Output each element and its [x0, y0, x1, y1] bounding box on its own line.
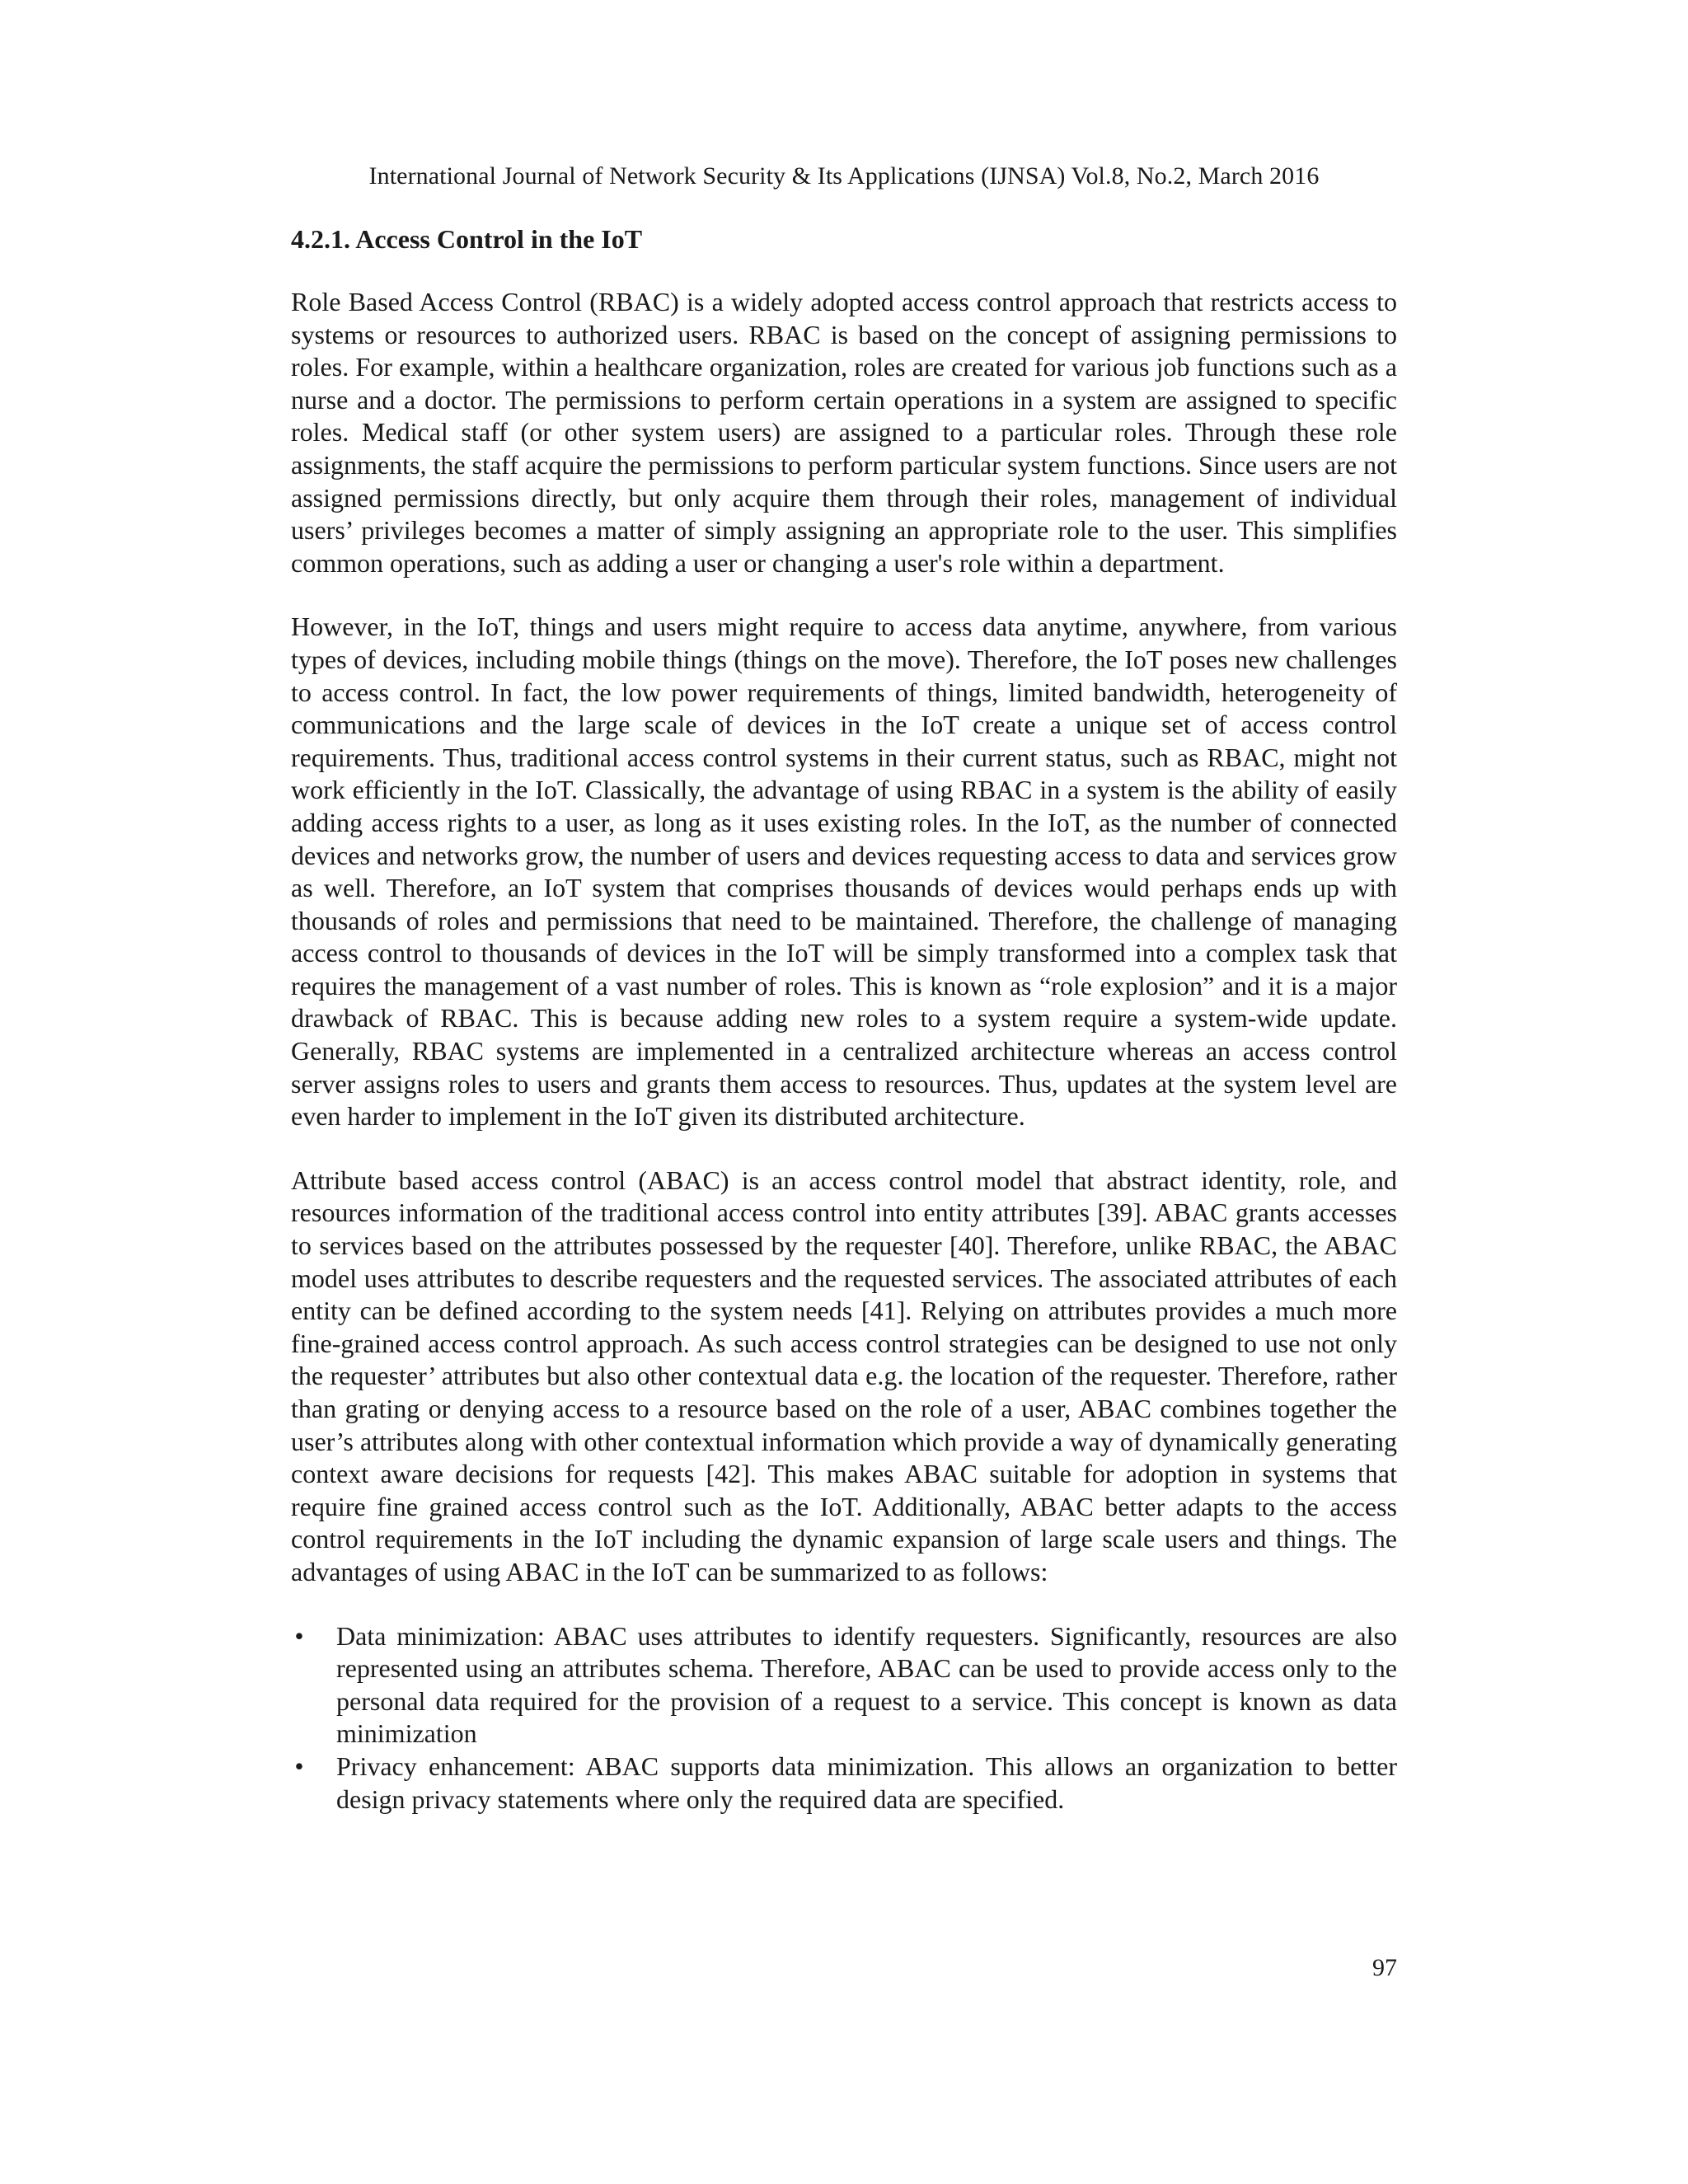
- section-heading: 4.2.1. Access Control in the IoT: [291, 224, 643, 254]
- list-item-privacy-enhancement: [291, 1750, 1397, 1816]
- article-body: [291, 223, 1397, 1816]
- page-number: 97: [1372, 1954, 1397, 1981]
- running-header: International Journal of Network Security & Its Applications (IJNSA) Vol.8, No.2, March 2016: [368, 162, 1320, 190]
- bullet-icon: •: [294, 1750, 304, 1781]
- list-item-data-minimization: [291, 1620, 1397, 1750]
- paragraph-iot-challenges: However, in the IoT, things and users might require to access data anytime, anywhere, from various types of devices, including mobile things (things on the move). Therefore, the IoT poses new challenges to access control. In fact, the low power requirements of things, limited bandwidth, heterogeneity of communications and the large scale of devices in the IoT create a unique set of access control requirements. Thus, traditional access control systems in their current status, such as RBAC, might not work efficiently in the IoT. Classically, the advantage of using RBAC in a system is the ability of easily adding access rights to a user, as long as it uses existing roles. In the IoT, as the number of connected devices and networks grow, the number of users and devices requesting access to data and services grow as well. Therefore, an IoT system that comprises thousands of devices would perhaps ends up with thousands of roles and permissions that need to be maintained. Therefore, the challenge of managing access control to thousands of devices in the IoT will be simply transformed into a complex task that requires the management of a vast number of roles. This is known as “role explosion” and it is a major drawback of RBAC. This is because adding new roles to a system require a system-wide update. Generally, RBAC systems are implemented in a centralized architecture whereas an access control server assigns roles to users and grants them access to resources. Thus, updates at the system level are even harder to implement in the IoT given its distributed architecture.: [291, 612, 1397, 1132]
- paragraph-abac: Attribute based access control (ABAC) is an access control model that abstract identity, role, and resources information of the traditional access control into entity attributes [39]. ABAC grants accesses to services based on the attributes possessed by the requester [40]. Therefore, unlike RBAC, the ABAC model uses attributes to describe requesters and the requested services. The associated attributes of each entity can be defined according to the system needs [41]. Relying on attributes provides a much more fine-grained access control approach. As such access control strategies can be designed to use not only the requester’ attributes but also other contextual data e.g. the location of the requester. Therefore, rather than grating or denying access to a resource based on the role of a user, ABAC combines together the user’s attributes along with other contextual information which provide a way of dynamically generating context aware decisions for requests [42]. This makes ABAC suitable for adoption in systems that require fine grained access control such as the IoT. Additionally, ABAC better adapts to the access control requirements in the IoT including the dynamic expansion of large scale users and things. The advantages of using ABAC in the IoT can be summarized to as follows:: [291, 1165, 1397, 1586]
- paragraph-rbac: Role Based Access Control (RBAC) is a widely adopted access control approach that restricts access to systems or resources to authorized users. RBAC is based on the concept of assigning permissions to roles. For example, within a healthcare organization, roles are created for various job functions such as a nurse and a doctor. The permissions to perform certain operations in a system are assigned to specific roles. Medical staff (or other system users) are assigned to a particular roles. Through these role assignments, the staff acquire the permissions to perform particular system functions. Since users are not assigned permissions directly, but only acquire them through their roles, management of individual users’ privileges becomes a matter of simply assigning an appropriate role to the user. This simplifies common operations, such as adding a user or changing a user's role within a department.: [291, 287, 1397, 578]
- list-item-text: Data minimization: ABAC uses attributes to identify requesters. Significantly, resources are also represented using an attributes schema. Therefore, ABAC can be used to provide access only to the personal data required for the provision of a request to a service. This concept is known as data minimization: [336, 1620, 1397, 1749]
- bullet-icon: •: [294, 1620, 304, 1651]
- advantages-list: [291, 1620, 1397, 1816]
- list-item-text: Privacy enhancement: ABAC supports data minimization. This allows an organization to better design privacy statements where only the required data are specified.: [336, 1750, 1397, 1814]
